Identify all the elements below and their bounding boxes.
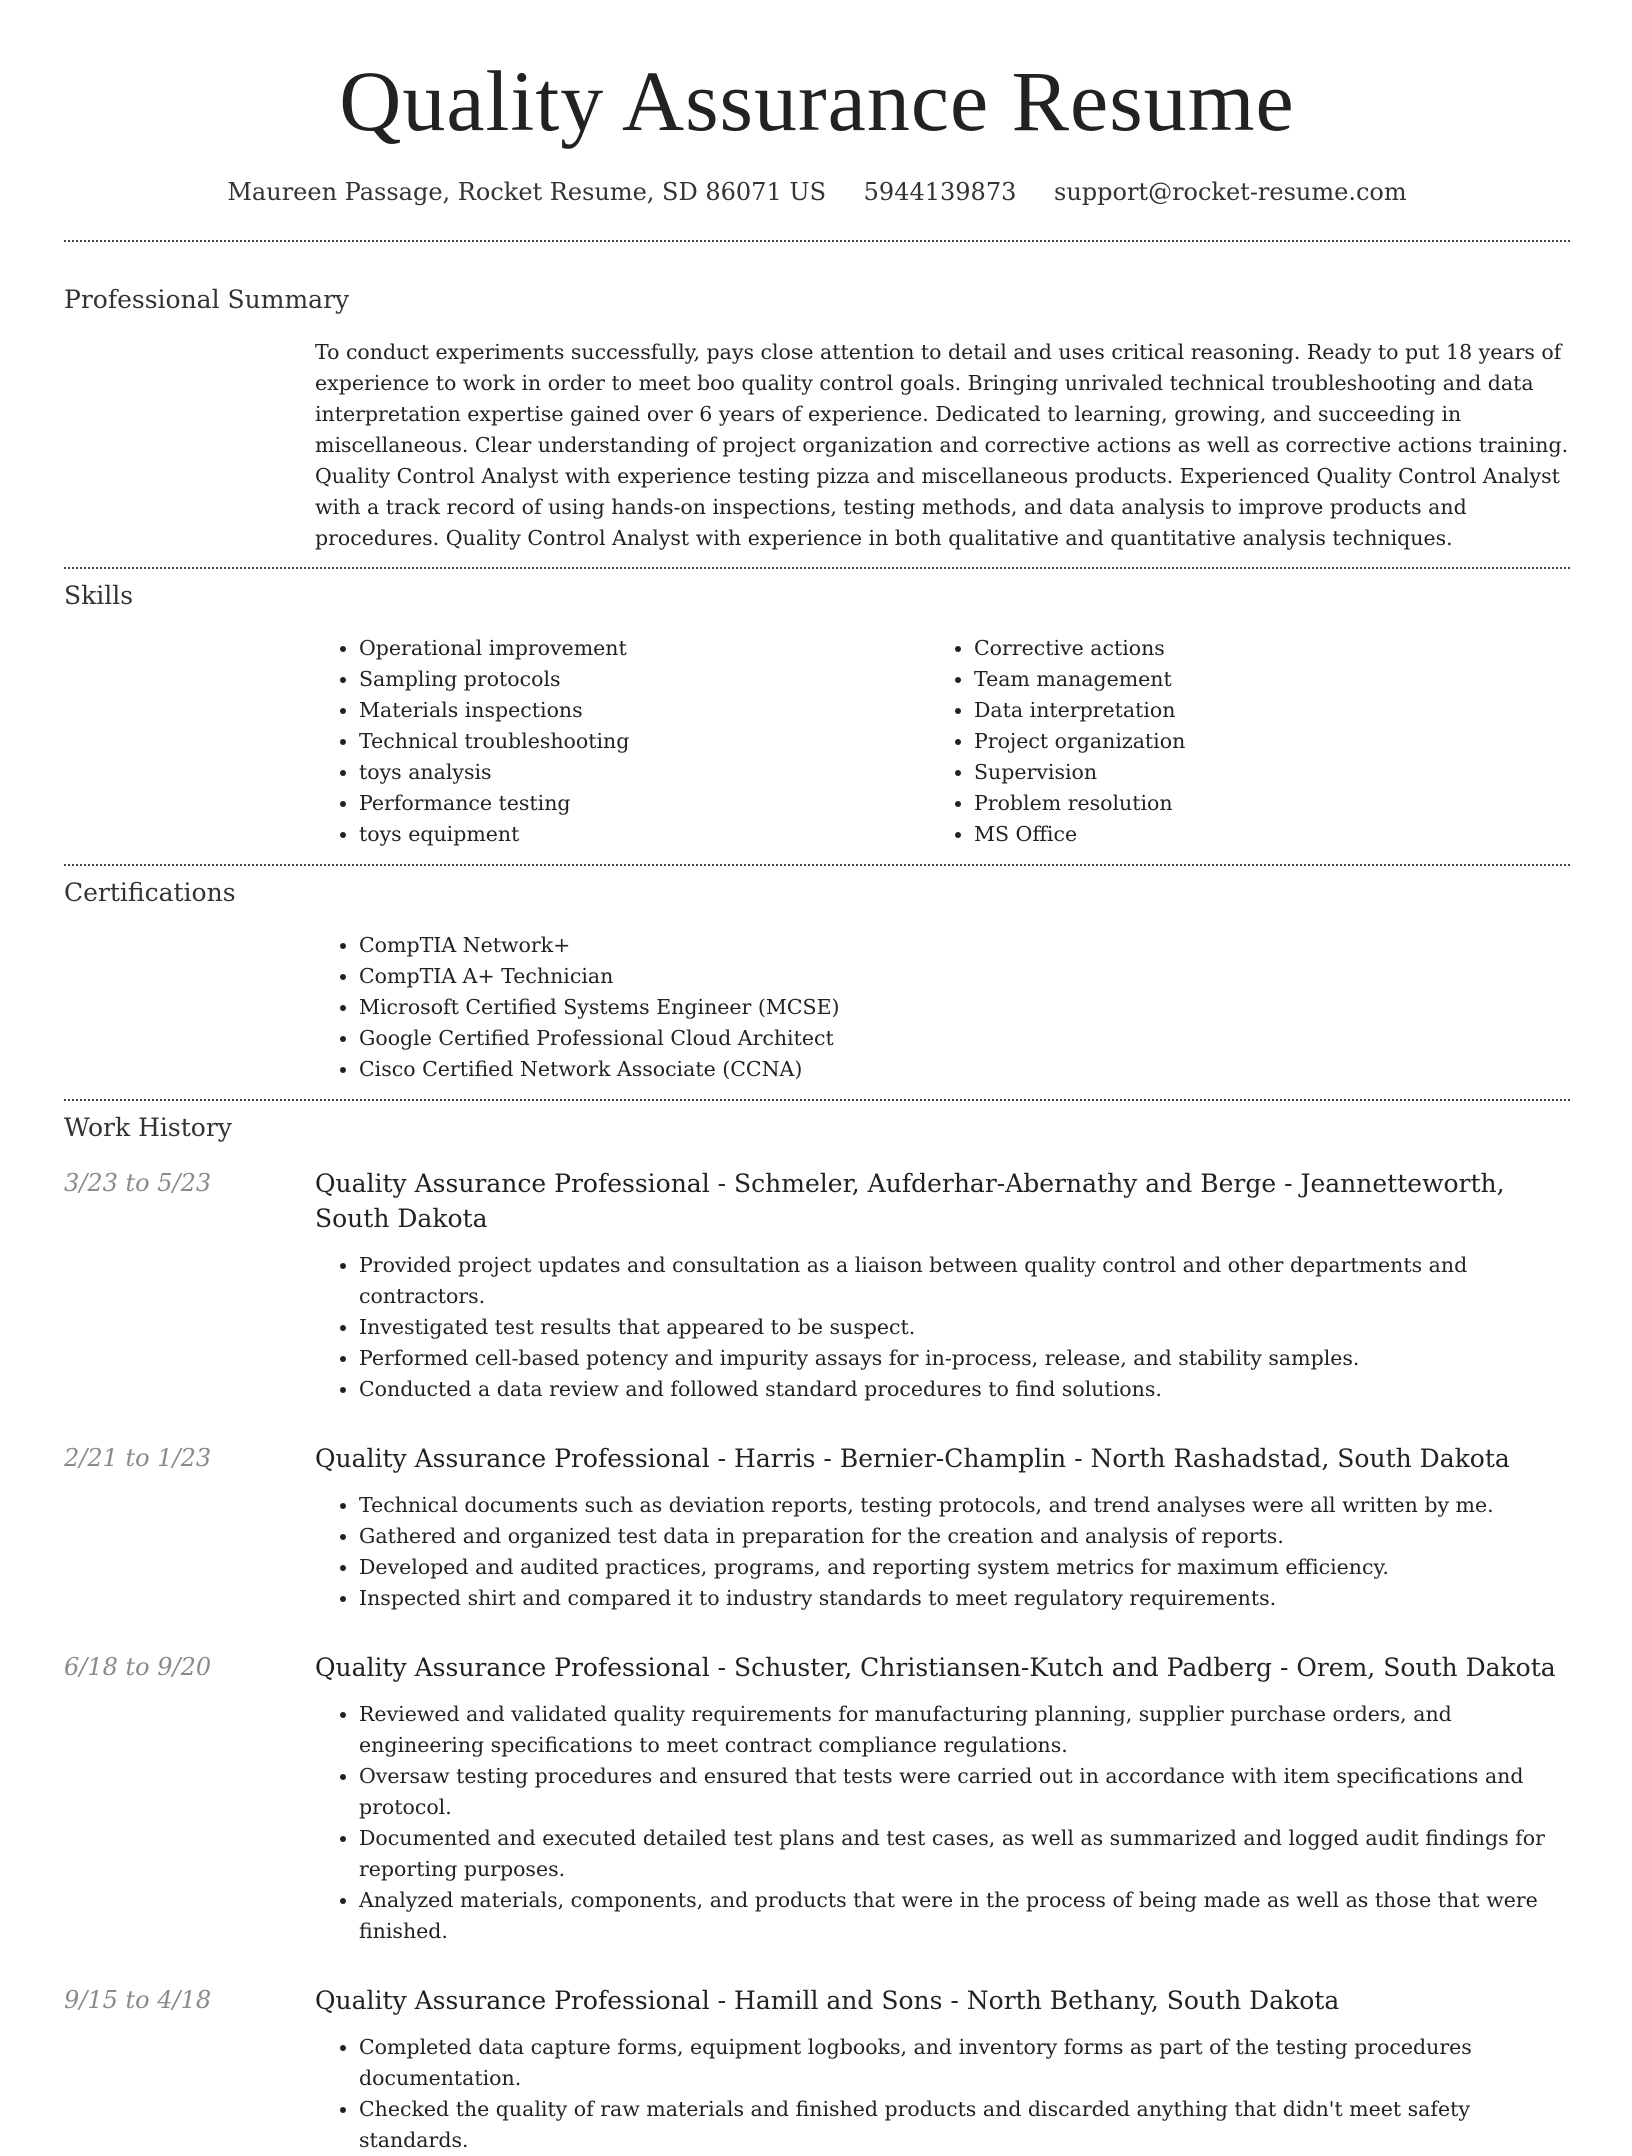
job-bullet: • Documented and executed detailed test plans and test cases, as well as summarized and logged audit findings for reporting purposes. [359,1823,1570,1885]
skill-item: • toys analysis [359,757,930,788]
divider [64,1099,1570,1101]
job-bullet: • Oversaw testing procedures and ensured that tests were carried out in accordance with item specifications and protocol. [359,1761,1570,1823]
certification-item: • CompTIA A+ Technician [359,961,1570,992]
skill-item: • Data interpretation [974,695,1545,726]
job-body [315,1650,1570,1947]
job-bullet: • Reviewed and validated quality requirements for manufacturing planning, supplier purchase orders, and engineering specifications to meet contract compliance regulations. [359,1699,1570,1761]
job-entry [64,1441,1570,1614]
divider [64,567,1570,569]
job-bullets [315,1250,1570,1405]
job-entry [64,1983,1570,2156]
skill-item: • Project organization [974,726,1545,757]
skill-item: • Operational improvement [359,633,930,664]
section-title-work-history: Work History [64,1113,232,1142]
skill-item: • Sampling protocols [359,664,930,695]
job-body [315,1441,1570,1614]
job-body [315,1166,1570,1405]
contact-email: support@rocket-resume.com [1054,178,1407,206]
job-body [315,1983,1570,2156]
job-bullet: • Conducted a data review and followed standard procedures to find solutions. [359,1374,1570,1405]
section-title-skills: Skills [64,581,134,610]
job-heading [315,1983,1570,2018]
job-employer-location: - Hamill and Sons - North Bethany, South Dakota [709,1986,1340,2015]
job-employer-location: - Schmeler, Aufderhar-Abernathy and Berge - Jeannetteworth, South Dakota [315,1169,1505,1233]
job-bullet: • Provided project updates and consultation as a liaison between quality control and other departments and contractors. [359,1250,1570,1312]
job-bullet: • Investigated test results that appeared to be suspect. [359,1312,1570,1343]
certification-item: • Cisco Certified Network Associate (CCNA) [359,1054,1570,1085]
section-title-summary: Professional Summary [64,285,350,314]
contact-address: Maureen Passage, Rocket Resume, SD 86071 US [227,178,827,206]
certifications-list [315,930,1570,1085]
contact-phone: 5944139873 [863,178,1017,206]
skills-list [315,633,1570,850]
skill-item: • Team management [974,664,1545,695]
skill-item: • toys equipment [359,819,930,850]
job-title: Quality Assurance Professional [315,1169,710,1198]
job-dates: 2/21 to 1/23 [64,1444,212,1472]
job-bullets [315,2032,1570,2156]
job-dates: 6/18 to 9/20 [64,1653,212,1681]
job-employer-location: - Harris - Bernier-Champlin - North Rashadstad, South Dakota [709,1444,1510,1473]
job-heading [315,1650,1570,1685]
summary-text: To conduct experiments successfully, pays close attention to detail and uses critical reasoning. Ready to put 18 years of experience to work in order to meet boo quality control goals. Bringing unrivaled technical troubleshooting and data interpretation expertise gained over 6 years of experience. Dedicated to learning, growing, and succeeding in miscellaneous. Clear understanding of project organization and corrective actions as well as corrective actions training. Quality Control Analyst with experience testing pizza and miscellaneous products. Experienced Quality Control Analyst with a track record of using hands-on inspections, testing methods, and data analysis to improve products and procedures. Quality Control Analyst with experience in both qualitative and quantitative analysis techniques. [315,340,1569,550]
job-title: Quality Assurance Professional [315,1986,710,2015]
job-heading [315,1166,1570,1236]
skills-column-left [315,633,930,850]
job-entry [64,1166,1570,1405]
certification-item: • Microsoft Certified Systems Engineer (MCSE) [359,992,1570,1023]
job-bullets [315,1699,1570,1947]
job-bullet: • Gathered and organized test data in preparation for the creation and analysis of reports. [359,1521,1570,1552]
job-entry [64,1650,1570,1947]
job-bullet: • Technical documents such as deviation reports, testing protocols, and trend analyses were all written by me. [359,1490,1570,1521]
job-title: Quality Assurance Professional [315,1653,710,1682]
skills-column-right [930,633,1545,850]
job-employer-location: - Schuster, Christiansen-Kutch and Padberg - Orem, South Dakota [709,1653,1556,1682]
job-bullet: • Performed cell-based potency and impurity assays for in-process, release, and stability samples. [359,1343,1570,1374]
skill-item: • Problem resolution [974,788,1545,819]
job-dates: 3/23 to 5/23 [64,1169,212,1197]
resume-page [64,0,1570,2156]
job-bullets [315,1490,1570,1614]
job-bullet: • Checked the quality of raw materials and finished products and discarded anything that didn't meet safety standards. [359,2094,1570,2156]
divider [64,864,1570,866]
skill-item: • Supervision [974,757,1545,788]
resume-title: Quality Assurance Resume [339,53,1295,149]
job-title: Quality Assurance Professional [315,1444,710,1473]
job-bullet: • Completed data capture forms, equipment logbooks, and inventory forms as part of the testing procedures documentation. [359,2032,1570,2094]
section-title-certifications: Certifications [64,878,236,907]
job-bullet: • Analyzed materials, components, and products that were in the process of being made as well as those that were finished. [359,1885,1570,1947]
contact-line [64,178,1570,206]
skill-item: • MS Office [974,819,1545,850]
skill-item: • Performance testing [359,788,930,819]
job-heading [315,1441,1570,1476]
job-bullet: • Developed and audited practices, programs, and reporting system metrics for maximum efficiency. [359,1552,1570,1583]
divider [64,240,1570,242]
skill-item: • Technical troubleshooting [359,726,930,757]
certification-item: • CompTIA Network+ [359,930,1570,961]
job-bullet: • Inspected shirt and compared it to industry standards to meet regulatory requirements. [359,1583,1570,1614]
certification-item: • Google Certified Professional Cloud Architect [359,1023,1570,1054]
job-dates: 9/15 to 4/18 [64,1986,212,2014]
skill-item: • Corrective actions [974,633,1545,664]
skill-item: • Materials inspections [359,695,930,726]
